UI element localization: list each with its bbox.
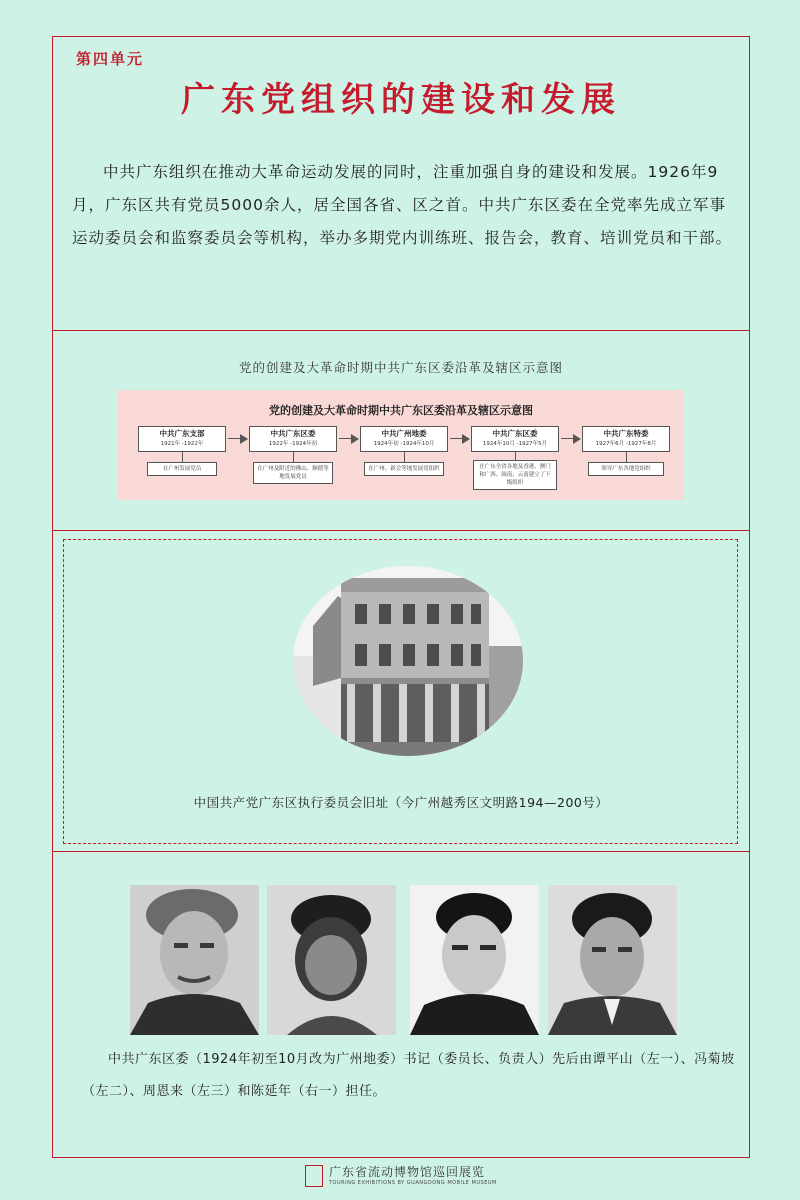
history-diagram [118,390,684,500]
section-divider [52,330,750,331]
stage-name: 中共广东支部 [159,429,205,438]
portrait-photo [267,885,396,1035]
section-divider [52,851,750,852]
intro-paragraph: 中共广东组织在推动大革命运动发展的同时，注重加强自身的建设和发展。1926年9月，广东区共有党员5000余人，居全国各省、区之首。中共广东区委在全党率先成立军事运动委员会和监察委员会等机构，举办多期党内训练班、报告会，教育、培训党员和干部。 [72,163,733,247]
stage-period: 1921年 -1922年 [160,441,204,447]
secretaries-caption: 中共广东区委（1924年初至10月改为广州地委）书记（委员长、负责人）先后由谭平山（左一）、冯菊坡（左二）、周恩来（左三）和陈延年（右一）担任。 [82,1052,735,1099]
connector-line [404,452,405,462]
connector-line [182,452,183,462]
connector-line [515,452,516,460]
diagram-caption: 党的创建及大革命时期中共广东区委沿革及辖区示意图 [238,360,563,375]
connector-line [626,452,627,462]
section-divider [52,530,750,531]
stage-box [249,426,337,452]
arrow-right-icon [561,434,581,444]
diagram-title: 党的创建及大革命时期中共广东区委沿革及辖区示意图 [269,404,533,417]
portrait-photo [130,885,259,1035]
museum-footer [305,1162,497,1190]
museum-name-en: TOURING EXHIBITIONS BY GUANGDONG MOBILE MUSEUM [329,1180,497,1186]
arrow-right-icon [228,434,248,444]
arrow-right-icon [339,434,359,444]
stage-name: 中共广州地委 [381,429,427,438]
stage-note: 在广州及附近的佛山、顺德等地发展党员 [253,462,333,484]
unit-label: 第四单元 [76,50,145,68]
museum-name: 广东省流动博物馆巡回展览 [329,1165,486,1179]
stage-period: 1922年 -1924年初 [268,441,318,447]
stage-note: 领导广东各地党组织 [588,462,664,476]
stage-period: 1924年10月 -1927年5月 [482,441,548,447]
stage-name: 中共广东特委 [603,429,649,438]
arrow-right-icon [450,434,470,444]
stage-note: 在广东全省各地及香港、澳门和广西、闽南、云南建立了下级组织 [473,460,557,490]
stage-name: 中共广东区委 [492,429,538,438]
stage-box [582,426,670,452]
portrait-photo [410,885,539,1035]
site-caption: 中国共产党广东区执行委员会旧址（今广州越秀区文明路194—200号） [193,795,609,810]
connector-line [293,452,294,462]
stage-period: 1924年初 -1924年10月 [373,441,435,447]
stage-box [138,426,226,452]
stage-note: 在广州发展党员 [147,462,217,476]
stage-box [360,426,448,452]
museum-logo-icon [305,1165,323,1187]
portrait-photo [548,885,677,1035]
stage-note: 在广州、新会等地发展党组织 [364,462,444,476]
stage-box [471,426,559,452]
page-title: 广东党组织的建设和发展 [181,80,621,120]
stage-name: 中共广东区委 [270,429,316,438]
building-photo [293,566,523,756]
stage-period: 1927年6月 -1927年8月 [595,441,657,447]
